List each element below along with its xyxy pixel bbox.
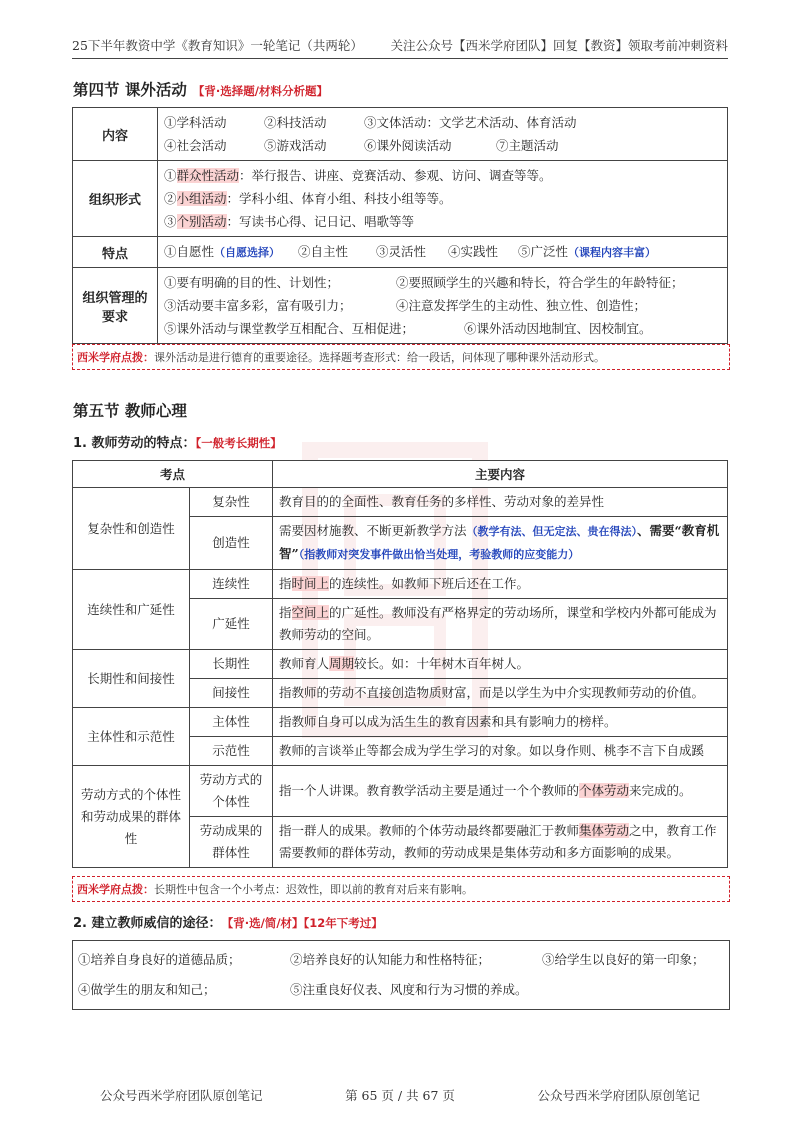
text: 需要因材施教、不断更新教学方法: [279, 523, 467, 538]
text: 的广延性。教师没有严格界定的劳动场所，课堂和学校内外都可能成为教师劳动的空间。: [279, 605, 717, 642]
sub-cell: 主体性: [190, 708, 273, 737]
highlight: 个体劳动: [579, 783, 630, 798]
authority-box: [72, 940, 730, 1010]
table-row: [73, 570, 728, 599]
table-row: [73, 268, 728, 344]
text: 教师育人: [279, 656, 330, 671]
table-row: [73, 161, 728, 237]
highlight: 周期: [329, 656, 355, 671]
q2-title-text: 2. 建立教师威信的途径：: [73, 916, 222, 931]
text: 的连续性。如教师下班后还在工作。: [329, 576, 530, 591]
table-row: [73, 488, 728, 517]
section4-tag: 【背·选择题/材料分析题】: [192, 84, 328, 98]
note: （指教师对突发事件做出恰当处理，考验教师的应变能力）: [298, 548, 580, 561]
content-cell: [273, 570, 728, 599]
text: ：举行报告、讲座、竞赛活动、参观、访问、调查等等。: [239, 168, 552, 183]
list-item: ②要照顾学生的兴趣和特长，符合学生的年龄特征；: [396, 275, 684, 290]
row-label: 组织形式: [73, 161, 158, 237]
list-item: ⑤注重良好仪表、风度和行为习惯的养成。: [290, 982, 528, 997]
list-item: ⑤游戏活动: [264, 138, 327, 153]
highlight: 空间上: [291, 605, 330, 620]
form-cell: [158, 161, 728, 237]
list-item: ②科技活动: [264, 115, 327, 130]
text: 指: [279, 605, 292, 620]
table-row: [73, 237, 728, 268]
sub-cell: 劳动成果的群体性: [190, 817, 273, 868]
list-item: ④社会活动: [164, 138, 227, 153]
sub-cell: 劳动方式的个体性: [190, 766, 273, 817]
list-item: ⑥课外阅读活动: [364, 138, 452, 153]
list-item: ①培养自身良好的道德品质；: [78, 952, 241, 967]
highlight: 时间上: [291, 576, 330, 591]
category-cell: 长期性和间接性: [73, 650, 190, 708]
sub-cell: 创造性: [190, 517, 273, 570]
note: （教学有法、但无定法、贵在得法）: [466, 525, 638, 538]
list-item: ②自主性: [298, 244, 349, 259]
content-cell: 指教师自身可以成为活生生的教育因素和具有影响力的榜样。: [273, 708, 728, 737]
tip-box: [72, 876, 730, 902]
q2-tag: 【背·选/简/材】【12年下考过】: [227, 916, 383, 930]
highlight: 小组活动: [176, 191, 227, 206]
column-header: 主要内容: [273, 461, 728, 488]
header-right: 关注公众号【西米学府团队】回复【教资】领取考前冲刺资料: [390, 38, 728, 53]
content-cell: [273, 766, 728, 817]
footer-left: 公众号西米学府团队原创笔记: [100, 1088, 263, 1103]
q1-title: [73, 432, 282, 451]
list-item: ③给学生以良好的第一印象；: [542, 952, 705, 967]
row-label: 组织管理的要求: [73, 268, 158, 344]
num: ①: [164, 168, 177, 183]
list-item: ⑤课外活动与课堂教学互相配合、互相促进；: [164, 321, 415, 336]
req-cell: [158, 268, 728, 344]
list-item: ⑦主题活动: [496, 138, 559, 153]
num: ②: [164, 191, 177, 206]
list-item: ③文体活动：文学艺术活动、体育活动: [364, 115, 577, 130]
list-item: ③活动要丰富多彩，富有吸引力；: [164, 298, 352, 313]
text: 指: [279, 576, 292, 591]
list-item: ⑥课外活动因地制宜、因校制宜。: [464, 321, 652, 336]
sub-cell: 示范性: [190, 737, 273, 766]
category-cell: 主体性和示范性: [73, 708, 190, 766]
sub-cell: 复杂性: [190, 488, 273, 517]
section4-title: [73, 78, 328, 100]
content-cell: 教育目的的全面性、教育任务的多样性、劳动对象的差异性: [273, 488, 728, 517]
highlight: 群众性活动: [176, 168, 240, 183]
content-cell: 教师的言谈举止等都会成为学生学习的对象。如以身作则、桃李不言下自成蹊: [273, 737, 728, 766]
text: 来完成的。: [629, 783, 692, 798]
sub-cell: 广延性: [190, 599, 273, 650]
list-item: ⑤广泛性: [518, 244, 569, 259]
list-item: ④注意发挥学生的主动性、独立性、创造性；: [396, 298, 647, 313]
note: （自愿选择）: [214, 246, 281, 259]
table-row: [73, 766, 728, 817]
extracurricular-table: [72, 107, 728, 344]
table-row: [73, 650, 728, 679]
text: 指一群人的成果。教师的个体劳动最终都要融汇于教师: [279, 823, 580, 838]
text: ：写读书心得、记日记、唱歌等等: [226, 214, 415, 229]
table-header-row: [73, 461, 728, 488]
text: ：学科小组、体育小组、科技小组等等。: [226, 191, 452, 206]
table-row: [73, 108, 728, 161]
tip-text: 长期性中包含一个小考点：迟效性，即以前的教育对后来有影响。: [154, 883, 473, 896]
list-item: ①自愿性: [164, 244, 215, 259]
tip-box: [72, 344, 730, 370]
category-cell: 连续性和广延性: [73, 570, 190, 650]
q2-title: [73, 912, 383, 931]
sub-cell: 长期性: [190, 650, 273, 679]
sub-cell: 连续性: [190, 570, 273, 599]
content-cell: [273, 650, 728, 679]
content-cell: [273, 517, 728, 570]
section5-title: 第五节 教师心理: [73, 402, 187, 420]
q1-tag: 【一般考长期性】: [195, 436, 282, 450]
tip-label: 西米学府点拨：: [77, 351, 154, 364]
text: 较长。如：十年树木百年树人。: [354, 656, 530, 671]
table-row: [73, 708, 728, 737]
content-cell: [158, 108, 728, 161]
highlight: 集体劳动: [579, 823, 630, 838]
content-cell: [273, 817, 728, 868]
text: 之中，教育工作需要教师的群体劳动，教师的劳动成果是集体劳动和多方面影响的成果。: [279, 823, 717, 860]
category-cell: 劳动方式的个体性和劳动成果的群体性: [73, 766, 190, 868]
text: 指一个人讲课。教育教学活动主要是通过一个个教师的: [279, 783, 580, 798]
note: （课程内容丰富）: [568, 246, 657, 259]
feature-cell: [158, 237, 728, 268]
highlight: 个别活动: [176, 214, 227, 229]
text: 、需要“教育机智”: [279, 523, 720, 561]
section4-title-text: 第四节 课外活动: [73, 81, 187, 99]
header-left: 25下半年教资中学《教育知识》一轮笔记（共两轮）: [72, 38, 363, 53]
teacher-labor-table: [72, 460, 728, 868]
content-cell: [273, 599, 728, 650]
page-header: [72, 36, 728, 59]
sub-cell: 间接性: [190, 679, 273, 708]
tip-text: 课外活动是进行德育的重要途径。选择题考查形式：给一段话，问体现了哪种课外活动形式。: [154, 351, 605, 364]
row-label: 特点: [73, 237, 158, 268]
list-item: ①要有明确的目的性、计划性；: [164, 275, 340, 290]
list-item: ④做学生的朋友和知己；: [78, 982, 216, 997]
row-label: 内容: [73, 108, 158, 161]
footer-right: 公众号西米学府团队原创笔记: [537, 1088, 700, 1103]
q1-title-text: 1. 教师劳动的特点：: [73, 436, 196, 451]
list-item: ③灵活性: [376, 244, 427, 259]
category-cell: 复杂性和创造性: [73, 488, 190, 570]
list-item: ④实践性: [448, 244, 499, 259]
page-footer: [100, 1086, 700, 1104]
tip-label: 西米学府点拨：: [77, 883, 154, 896]
page-number: 第 65 页 / 共 67 页: [345, 1088, 455, 1103]
column-header: 考点: [73, 461, 273, 488]
num: ③: [164, 214, 177, 229]
content-cell: 指教师的劳动不直接创造物质财富，而是以学生为中介实现教师劳动的价值。: [273, 679, 728, 708]
list-item: ②培养良好的认知能力和性格特征；: [290, 952, 491, 967]
list-item: ①学科活动: [164, 115, 227, 130]
